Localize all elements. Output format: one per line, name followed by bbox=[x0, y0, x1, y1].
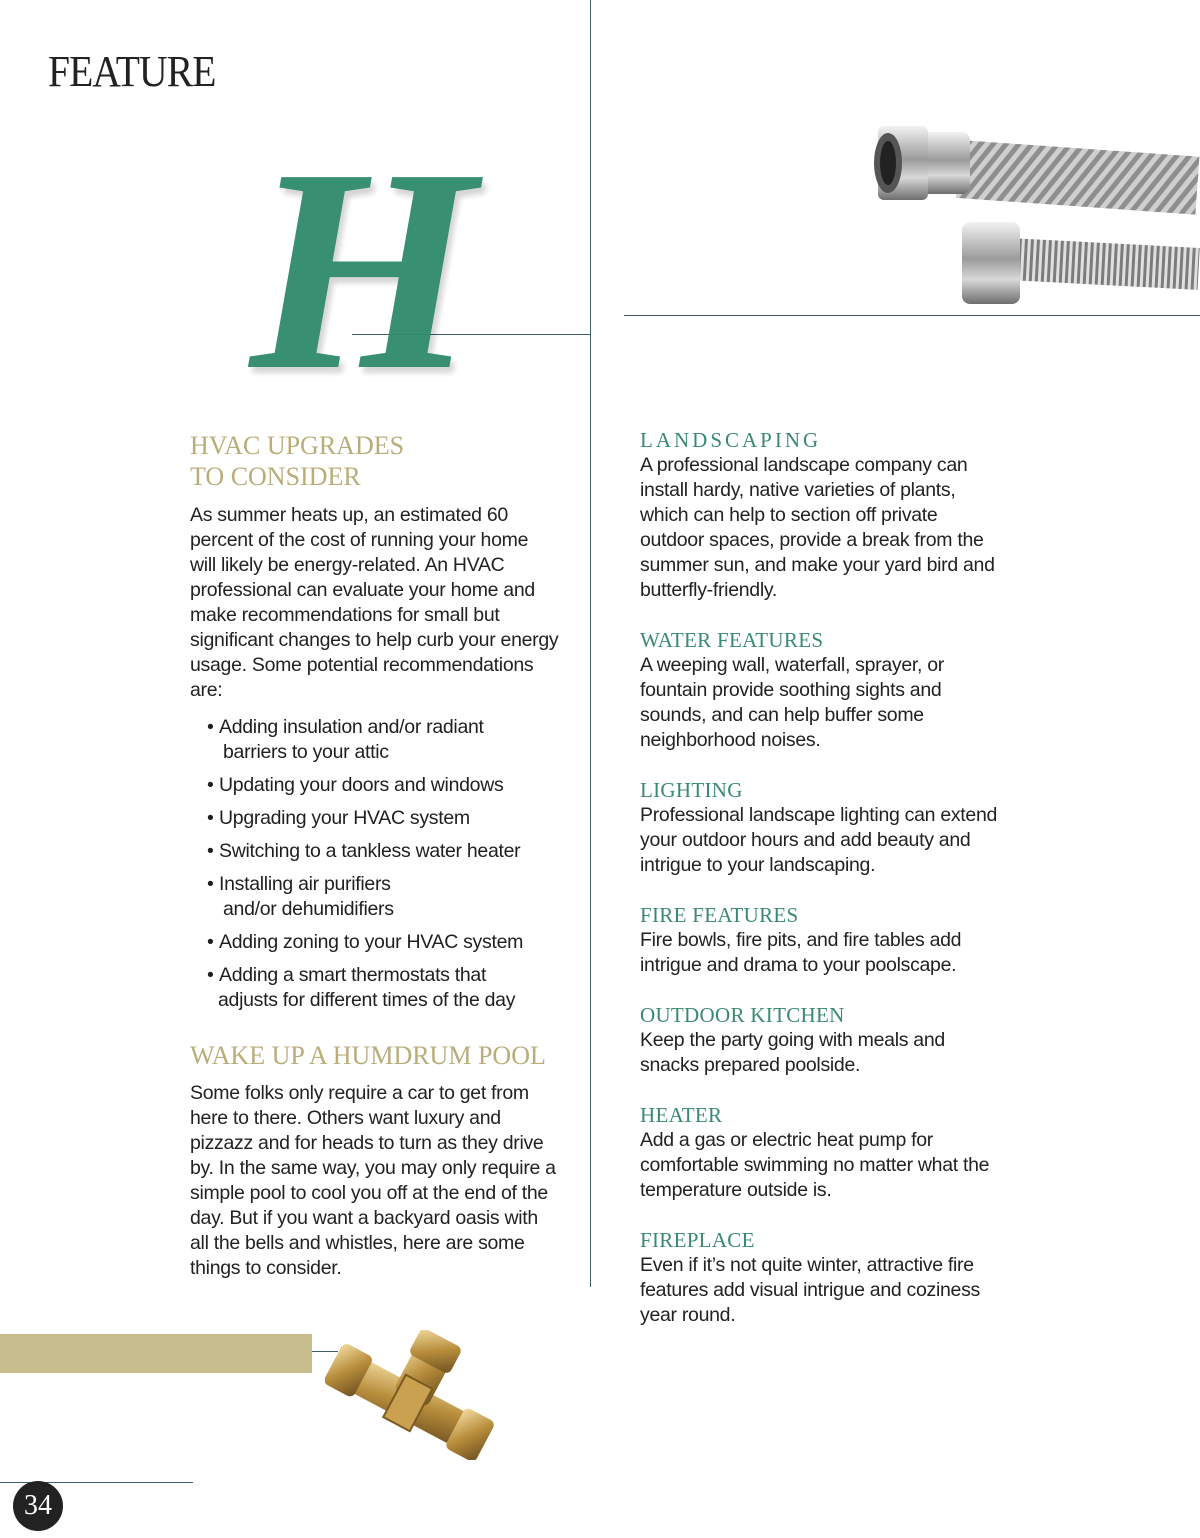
pool-heading: WAKE UP A HUMDRUM POOL bbox=[190, 1041, 546, 1070]
hvac-heading bbox=[190, 430, 570, 492]
hvac-intro-line: As summer heats up, an estimated 60 bbox=[190, 504, 508, 526]
outdoor-kitchen-heading: OUTDOOR KITCHEN bbox=[640, 1003, 845, 1027]
decorative-tan-band bbox=[0, 1334, 312, 1373]
pool-body-line: simple pool to cool you off at the end of the bbox=[190, 1182, 548, 1204]
list-item: • Upgrading your HVAC system bbox=[207, 807, 470, 829]
hvac-intro-line: professional can evaluate your home and bbox=[190, 579, 535, 601]
pool-body-line: pizzazz and for heads to turn as they drive bbox=[190, 1132, 544, 1154]
hvac-intro bbox=[190, 503, 570, 703]
hvac-heading-line1: HVAC UPGRADES bbox=[190, 431, 405, 460]
pool-body-line: day. But if you want a backyard oasis with bbox=[190, 1207, 538, 1229]
list-item: • Switching to a tankless water heater bbox=[207, 840, 521, 862]
hvac-recommendation-list bbox=[207, 715, 570, 1013]
pool-body-line: Some folks only require a car to get from bbox=[190, 1082, 529, 1104]
hvac-intro-line: significant changes to help curb your energy bbox=[190, 629, 559, 651]
brass-tee-fitting-image bbox=[325, 1330, 500, 1460]
list-item: • Installing air purifiers and/or dehumidifiers bbox=[207, 873, 394, 920]
center-vertical-rule bbox=[590, 0, 591, 1287]
lighting-heading: LIGHTING bbox=[640, 778, 743, 802]
landscaping-heading: LANDSCAPING bbox=[640, 428, 822, 452]
page-number: 34 bbox=[13, 1481, 63, 1531]
hvac-intro-line: will likely be energy-related. An HVAC bbox=[190, 554, 505, 576]
list-item: • Updating your doors and windows bbox=[207, 774, 504, 796]
landscaping-body: A professional landscape company can install hardy, native varieties of plants, which can help to section off private outdoor spaces, provide a break from the summer sun, and make your yard bird and butterfly-friendly. bbox=[640, 454, 995, 601]
pool-body-line: by. In the same way, you may only require a bbox=[190, 1157, 556, 1179]
right-column bbox=[640, 428, 1010, 603]
left-column bbox=[190, 430, 570, 1021]
list-item: • Adding zoning to your HVAC system bbox=[207, 931, 524, 953]
heater-section: HEATER Add a gas or electric heat pump for comfortable swimming no matter what the temperature outside is. bbox=[640, 1103, 1010, 1203]
fire-features-heading: FIRE FEATURES bbox=[640, 903, 799, 927]
pool-body-line: things to consider. bbox=[190, 1257, 342, 1279]
hvac-heading-line2: TO CONSIDER bbox=[190, 462, 361, 491]
photo-underline-rule bbox=[624, 315, 1200, 316]
list-item: • Adding insulation and/or radiant barriers to your attic bbox=[207, 716, 484, 763]
water-features-heading: WATER FEATURES bbox=[640, 628, 824, 652]
heater-heading: HEATER bbox=[640, 1103, 723, 1127]
hvac-intro-line: make recommendations for small but bbox=[190, 604, 500, 626]
fireplace-section: FIREPLACE Even if it’s not quite winter, attractive fire features add visual intrigue and coziness year round. bbox=[640, 1228, 1010, 1328]
water-features-section: WATER FEATURES A weeping wall, waterfall, sprayer, or fountain provide soothing sights and sounds, and can help buffer some neighborhood noises. bbox=[640, 628, 1010, 753]
fire-features-section: FIRE FEATURES Fire bowls, fire pits, and fire tables add intrigue and drama to your poolscape. bbox=[640, 903, 1010, 978]
lighting-section: LIGHTING Professional landscape lighting can extend your outdoor hours and add beauty and intrigue to your landscaping. bbox=[640, 778, 1010, 878]
outdoor-kitchen-section: OUTDOOR KITCHEN Keep the party going with meals and snacks prepared poolside. bbox=[640, 1003, 1010, 1078]
section-label: FEATURE bbox=[48, 47, 216, 96]
hvac-intro-line: usage. Some potential recommendations are: bbox=[190, 654, 534, 701]
pool-body bbox=[190, 1081, 580, 1281]
drop-letter-h: H bbox=[250, 109, 470, 430]
braided-hose-image bbox=[860, 110, 1200, 310]
pool-body-line: all the bells and whistles, here are some bbox=[190, 1232, 525, 1254]
list-item: • Adding a smart thermostats that adjusts for different times of the day bbox=[207, 964, 516, 1011]
fireplace-heading: FIREPLACE bbox=[640, 1228, 755, 1252]
pool-body-line: here to there. Others want luxury and bbox=[190, 1107, 501, 1129]
hvac-intro-line: percent of the cost of running your home bbox=[190, 529, 529, 551]
